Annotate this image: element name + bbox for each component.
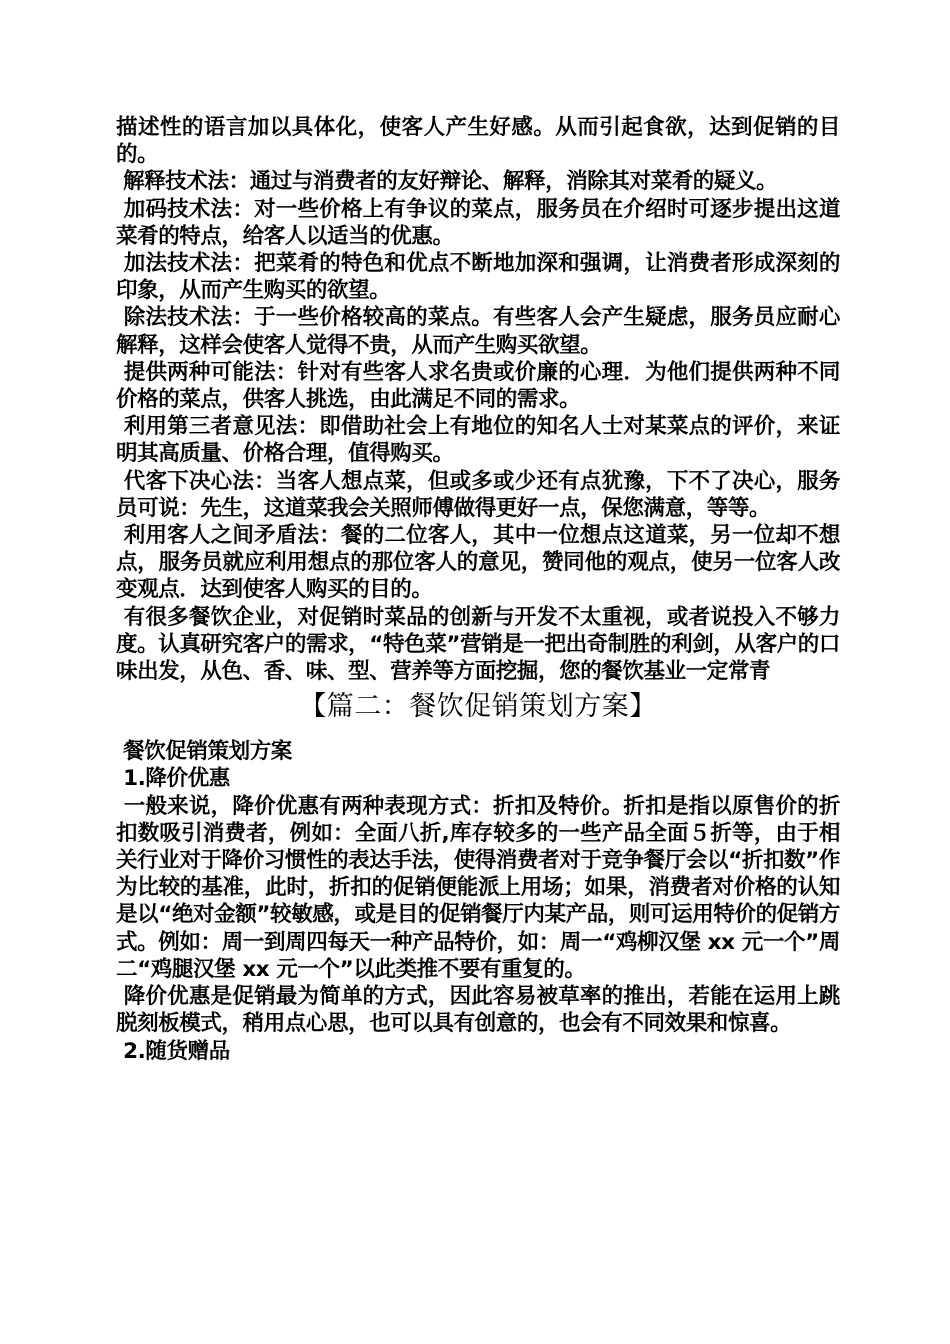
paragraph: 加码技术法：对一些价格上有争议的菜点，服务员在介绍时可逐步提出这道菜肴的特点，给客人以适当的优惠。 [116, 196, 840, 249]
paragraph: 有很多餐饮企业，对促销时菜品的创新与开发不太重视，或者说投入不够力度。认真研究客户的需求，“特色菜”营销是一把出奇制胜的利剑，从客户的口味出发，从色、香、味、型、营养等方面挖掘，您的餐饮基业一定常青 [116, 604, 840, 685]
paragraph: 提供两种可能法：针对有些客人求名贵或价廉的心理．为他们提供两种不同价格的菜点，供客人挑选，由此满足不同的需求。 [116, 359, 840, 413]
paragraph: 代客下决心法：当客人想点菜，但或多或少还有点犹豫，下不了决心，服务员可说：先生，这道菜我会关照师傅做得更好一点，保您满意，等等。 [116, 468, 840, 521]
section-subtitle: 餐饮促销策划方案 [116, 739, 292, 765]
section-two-body [116, 738, 840, 1064]
paragraph: 一般来说，降价优惠有两种表现方式：折扣及特价。折扣是指以原售价的折扣数吸引消费者，例如：全面八折,库存较多的一些产品全面５折等，由于相关行业对于降价习惯性的表达手法，使得消费者对于竞争餐厅会以“折扣数”作为比较的基准，此时，折扣的促销便能派上用场；如果，消费者对价格的认知是以“绝对金额”较敏感，或是目的促销餐厅内某产品，则可运用特价的促销方式。例如：周一到周四每天一种产品特价，如：周一“鸡柳汉堡 xx 元一个”周二“鸡腿汉堡 xx 元一个”以此类推不要有重复的。 [116, 793, 840, 982]
paragraph: 降价优惠是促销最为简单的方式，因此容易被草率的推出，若能在运用上跳脱刻板模式，稍用点心思，也可以具有创意的，也会有不同效果和惊喜。 [116, 984, 840, 1037]
item-heading: 1.降价优惠 [116, 766, 230, 792]
paragraph: 利用客人之间矛盾法：餐的二位客人，其中一位想点这道菜，另一位却不想点，服务员就应利用想点的那位客人的意见，赞同他的观点，使另一位客人改变观点．达到使客人购买的目的。 [116, 523, 840, 603]
section-heading: 【篇二：餐饮促销策划方案】 [299, 691, 657, 723]
part-one-body [116, 114, 840, 685]
item-heading: 2.随货赠品 [116, 1038, 230, 1064]
paragraph: 除法技术法：于一些价格较高的菜点。有些客人会产生疑虑，服务员应耐心解释，这样会使客人觉得不贵，从而产生购买欲望。 [116, 305, 840, 358]
paragraph: 解释技术法：通过与消费者的友好辩论、解释，消除其对菜肴的疑义。 [116, 169, 778, 195]
paragraph: 描述性的语言加以具体化，使客人产生好感。从而引起食欲，达到促销的目的。 [116, 115, 840, 168]
paragraph: 利用第三者意见法：即借助社会上有地位的知名人士对某菜点的评价，来证明其高质量、价格合理，值得购买。 [116, 414, 840, 467]
paragraph: 加法技术法：把菜肴的特色和优点不断地加深和强调，让消费者形成深刻的印象，从而产生购买的欲望。 [116, 251, 840, 304]
document-page [116, 114, 840, 1065]
